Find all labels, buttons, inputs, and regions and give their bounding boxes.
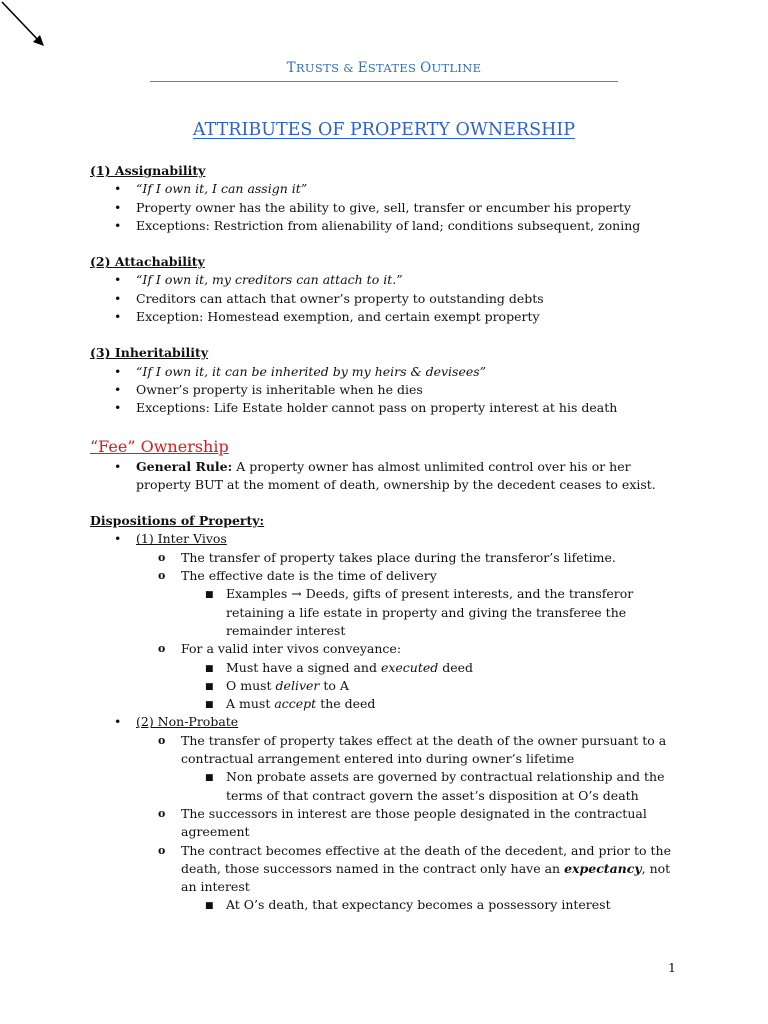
arrow-right-icon: → xyxy=(291,586,302,602)
bullet-list xyxy=(90,530,680,548)
bullet-list xyxy=(90,713,680,731)
bullet-list xyxy=(90,458,680,495)
list-item: o The effective date is the time of delivery xyxy=(90,567,680,585)
bullet-icon: • xyxy=(114,363,122,379)
square-bullet-icon: ■ xyxy=(205,773,214,784)
list-item: • “If I own it, my creditors can attach to it.” xyxy=(90,271,680,289)
sub-list xyxy=(90,640,680,658)
list-item: • Owner’s property is inheritable when he dies xyxy=(90,381,680,399)
list-item: ■ Examples → Deeds, gifts of present interests, and the transferor retaining a life estate in property and giving the transferee the remainder interest xyxy=(205,586,634,638)
list-item: • Property owner has the ability to give, sell, transfer or encumber his property xyxy=(90,199,680,217)
square-bullet-icon: ■ xyxy=(205,681,214,692)
bullet-list xyxy=(90,271,680,326)
list-item: ■ A must accept the deed xyxy=(90,695,680,713)
list-item: • Exceptions: Life Estate holder cannot pass on property interest at his death xyxy=(90,399,680,417)
circle-bullet-icon: o xyxy=(158,806,166,820)
square-bullet-icon: ■ xyxy=(205,901,214,912)
list-item: • (2) Non-Probate xyxy=(90,713,680,731)
bullet-icon: • xyxy=(114,400,122,416)
bullet-icon: • xyxy=(114,217,122,233)
list-item: • Creditors can attach that owner’s property to outstanding debts xyxy=(90,290,680,308)
circle-bullet-icon: o xyxy=(158,733,166,747)
list-item: o For a valid inter vivos conveyance: xyxy=(90,640,680,658)
list-item: o The transfer of property takes effect at the death of the owner pursuant to a contractual arrangement entered into during owner’s lifetime xyxy=(158,732,667,767)
bullet-icon: • xyxy=(114,272,122,288)
bullet-icon: • xyxy=(114,714,122,730)
list-item: o The contract becomes effective at the death of the decedent, and prior to the death, those successors named in the contract only have an expectancy, not an interest xyxy=(158,842,671,895)
running-header: TRUSTS & ESTATES OUTLINE xyxy=(286,60,482,76)
sub-list xyxy=(90,805,680,896)
sub-sub-list xyxy=(90,585,680,640)
list-item: ■ At O’s death, that expectancy becomes a possessory interest xyxy=(90,896,680,914)
square-bullet-icon: ■ xyxy=(205,663,214,674)
page-number: 1 xyxy=(668,960,676,975)
header-rule xyxy=(150,81,618,82)
list-item: • (1) Inter Vivos xyxy=(90,530,680,548)
sub-list xyxy=(90,549,680,586)
bullet-icon: • xyxy=(114,458,122,474)
section-heading: (3) Inheritability xyxy=(90,345,209,361)
arrow-cursor-icon xyxy=(0,0,50,50)
list-item: o The successors in interest are those people designated in the contractual agreement xyxy=(158,805,647,840)
list-item: • General Rule: A property owner has almost unlimited control over his or her property BUT at the moment of death, ownership by the decedent ceases to exist. xyxy=(114,458,656,492)
list-item: • Exception: Homestead exemption, and certain exempt property xyxy=(90,308,680,326)
outline-body xyxy=(90,162,680,915)
square-bullet-icon: ■ xyxy=(205,700,214,711)
sub-sub-list xyxy=(90,659,680,714)
bullet-icon: • xyxy=(114,181,122,197)
sub-sub-list xyxy=(90,768,680,805)
circle-bullet-icon: o xyxy=(158,642,166,656)
list-item: • Exceptions: Restriction from alienability of land; conditions subsequent, zoning xyxy=(90,217,680,235)
sub-sub-list xyxy=(90,896,680,914)
sub-list xyxy=(90,732,680,769)
section-heading: Dispositions of Property: xyxy=(90,513,265,529)
square-bullet-icon: ■ xyxy=(205,590,214,601)
list-item: ■ Non probate assets are governed by contractual relationship and the terms of that contract govern the asset’s disposition at O’s death xyxy=(205,769,665,803)
bullet-icon: • xyxy=(114,199,122,215)
list-item: ■ O must deliver to A xyxy=(90,677,680,695)
circle-bullet-icon: o xyxy=(158,569,166,583)
bullet-icon: • xyxy=(114,309,122,325)
circle-bullet-icon: o xyxy=(158,550,166,564)
list-item: o The transfer of property takes place during the transferor’s lifetime. xyxy=(90,549,680,567)
bullet-list xyxy=(90,363,680,418)
list-item: ■ Must have a signed and executed deed xyxy=(90,659,680,677)
fee-ownership-heading: “Fee” Ownership xyxy=(90,436,229,456)
bullet-icon: • xyxy=(114,290,122,306)
section-heading: (1) Assignability xyxy=(90,163,206,178)
list-item: • “If I own it, I can assign it” xyxy=(90,180,680,198)
bullet-list xyxy=(90,180,680,235)
bullet-icon: • xyxy=(114,381,122,397)
circle-bullet-icon: o xyxy=(158,843,166,857)
list-item: • “If I own it, it can be inherited by my heirs & devisees” xyxy=(90,363,680,381)
section-heading: (2) Attachability xyxy=(90,254,205,270)
document-title: ATTRIBUTES OF PROPERTY OWNERSHIP xyxy=(192,120,576,140)
bullet-icon: • xyxy=(114,531,122,547)
